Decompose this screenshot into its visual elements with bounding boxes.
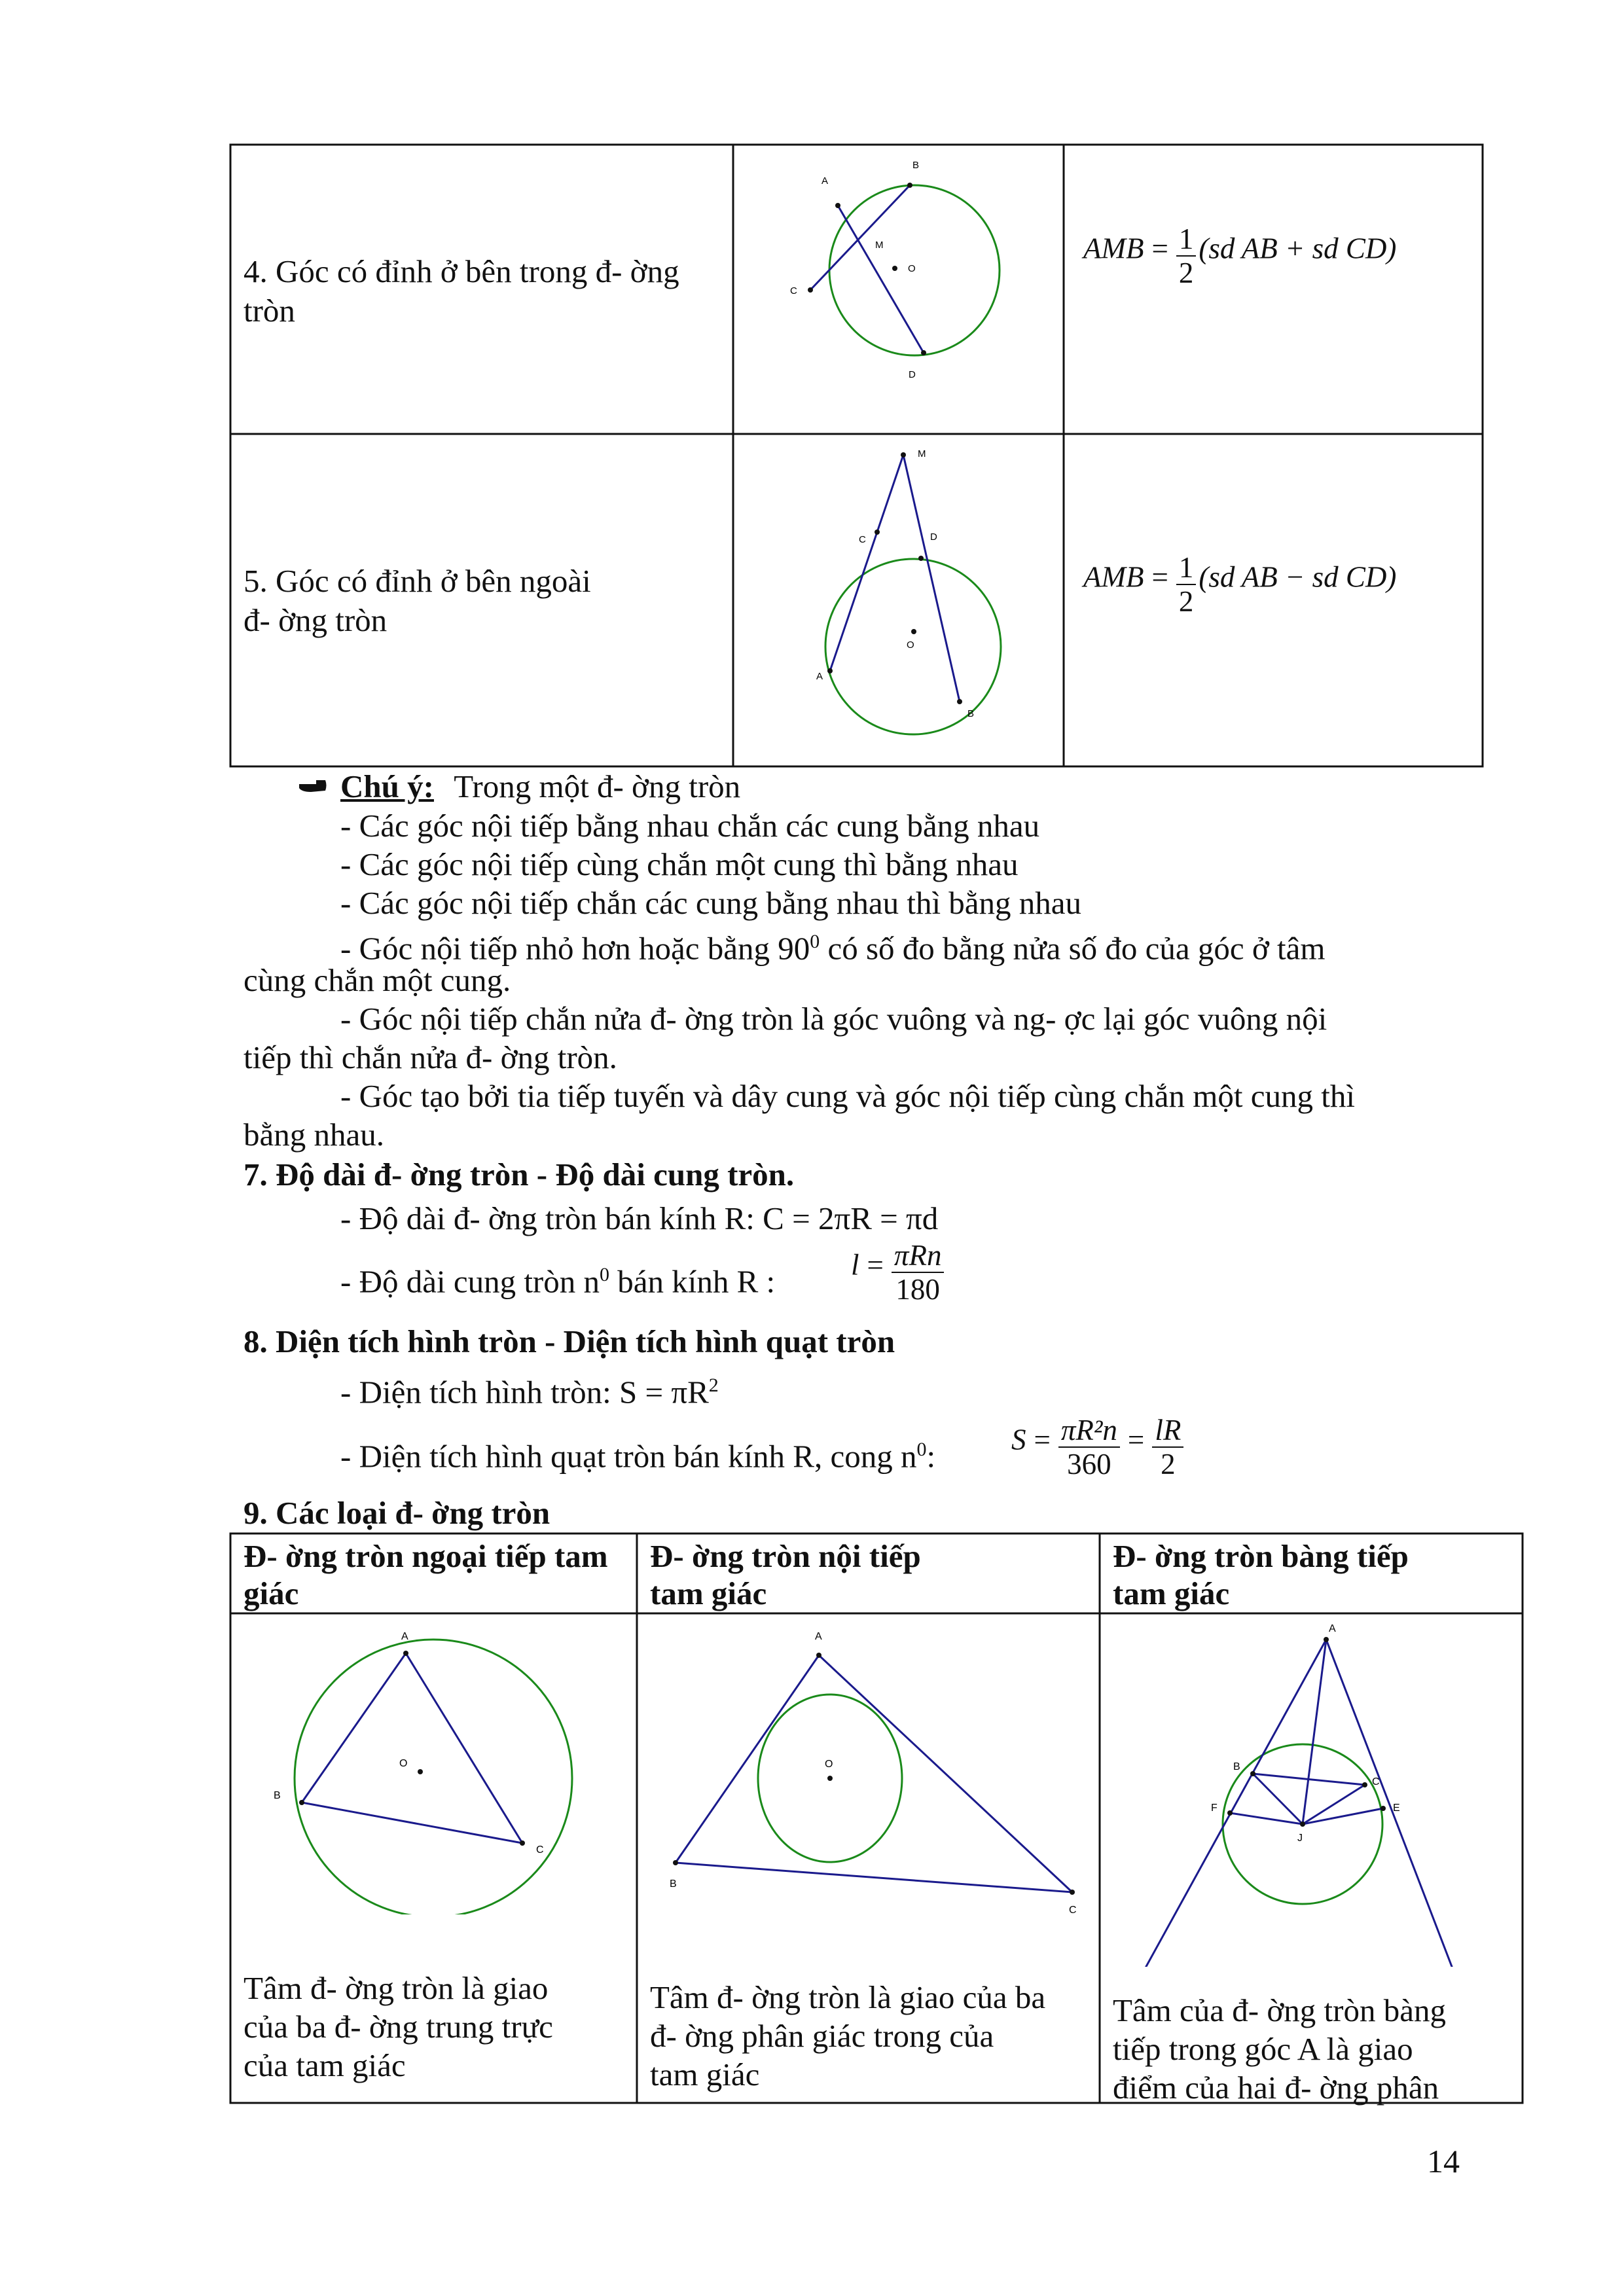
col3-header-line2: tam giác (1113, 1575, 1230, 1611)
section7-line2-sup: 0 (600, 1264, 609, 1285)
col1-label-b: B (274, 1790, 281, 1801)
note-line-4a: - Góc nội tiếp nhỏ hơn hoặc bằng 90 (340, 930, 810, 967)
section8-line2-sup: 0 (916, 1439, 927, 1460)
col2-label-c: C (1069, 1905, 1077, 1914)
section7-line1: - Độ dài đ- ờng tròn bán kính R: C = 2πR = πd (340, 1200, 939, 1236)
row4-label-line1: 4. Góc có đỉnh ở bên trong đ- ờng (244, 253, 679, 289)
row5-label-d: D (930, 531, 937, 543)
section7-formula-lhs: l (851, 1248, 859, 1282)
section7-line2a: - Độ dài cung tròn n (340, 1263, 600, 1300)
col2-label-o: O (825, 1759, 833, 1770)
row4-label-d: D (909, 369, 916, 380)
col1-label-a: A (401, 1631, 408, 1642)
col3-ray-af (1144, 1640, 1326, 1967)
section9-heading: 9. Các loại đ- ờng tròn (244, 1495, 550, 1531)
col1-desc-line1: Tâm đ- ờng tròn là giao (244, 1970, 549, 2006)
col3-label-b: B (1233, 1761, 1240, 1772)
col3-ray-ae (1326, 1640, 1453, 1967)
note-title: Chú ý: (340, 768, 434, 804)
col3-label-e: E (1393, 1803, 1400, 1814)
row4-label-c: C (790, 285, 797, 296)
section8-formula-num2: lR (1152, 1414, 1183, 1448)
row4-formula-lhs: AMB (1083, 232, 1144, 265)
section8-formula-den2: 2 (1161, 1448, 1176, 1480)
note-line-4-cont: cùng chắn một cung. (244, 962, 511, 998)
row5-label-line1: 5. Góc có đỉnh ở bên ngoài (244, 563, 591, 599)
section7-formula-den: 180 (895, 1273, 940, 1306)
note-line-6-cont: bằng nhau. (244, 1117, 384, 1153)
col2-header-line1: Đ- ờng tròn nội tiếp (650, 1538, 921, 1574)
row4-formula-num: 1 (1176, 223, 1197, 257)
col1-label-c: C (536, 1844, 544, 1856)
note-line-2: - Các góc nội tiếp cùng chắn một cung thì bằng nhau (340, 846, 1019, 882)
row4-formula-rhs: (sd AB + sd CD) (1199, 232, 1397, 265)
section8-line2a: - Diện tích hình quạt tròn bán kính R, cong n (340, 1438, 917, 1475)
row4-formula-den: 2 (1178, 257, 1194, 289)
section8-formula-eq2: = (1127, 1423, 1145, 1456)
section8-line2b: : (926, 1438, 936, 1475)
row5-formula-num: 1 (1176, 551, 1197, 585)
row4-label-b: B (912, 160, 920, 171)
section8-line1a: - Diện tích hình tròn: S = πR (340, 1374, 709, 1410)
section8-formula-eq: = (1034, 1423, 1051, 1456)
row5-label-a: A (816, 671, 823, 682)
row5-label-m: M (918, 448, 926, 459)
col2-label-b: B (670, 1878, 677, 1890)
col1-circle (295, 1640, 572, 1914)
note-line-5-cont: tiếp thì chắn nửa đ- ờng tròn. (244, 1039, 617, 1075)
row5-label-c: C (859, 534, 866, 545)
col1-header-line2: giác (244, 1575, 299, 1611)
col2-desc-line3: tam giác (650, 2056, 760, 2092)
section8-formula-den1: 360 (1067, 1448, 1111, 1480)
col1-header-line1: Đ- ờng tròn ngoại tiếp tam (244, 1538, 608, 1574)
row4-label-o: O (908, 263, 916, 274)
section7-heading: 7. Độ dài đ- ờng tròn - Độ dài cung tròn. (244, 1157, 795, 1193)
section8-heading: 8. Diện tích hình tròn - Diện tích hình quạt tròn (244, 1323, 895, 1359)
col2-desc-line2: đ- ờng phân giác trong của (650, 2018, 994, 2054)
note-line-3: - Các góc nội tiếp chắn các cung bằng nhau thì bằng nhau (340, 885, 1082, 921)
col3-header-line1: Đ- ờng tròn bàng tiếp (1113, 1538, 1409, 1574)
col3-label-a: A (1329, 1623, 1336, 1634)
section7-formula-num: πRn (892, 1239, 945, 1273)
col1-desc-line2: của ba đ- ờng trung trực (244, 2009, 553, 2045)
page-number: 14 (1427, 2143, 1460, 2179)
section8-line1-sup: 2 (708, 1374, 719, 1396)
note-line-6: - Góc tạo bởi tia tiếp tuyến và dây cung và góc nội tiếp cùng chắn một cung thì (340, 1078, 1355, 1114)
row4-label-line2: tròn (244, 293, 295, 329)
col3-desc-line3: điểm của hai đ- ờng phân (1113, 2070, 1439, 2106)
row5-formula-lhs: AMB (1083, 560, 1144, 594)
row5-formula-den: 2 (1178, 585, 1194, 618)
row5-label-line2: đ- ờng tròn (244, 602, 388, 638)
note-line-5: - Góc nội tiếp chắn nửa đ- ờng tròn là góc vuông và ng- ợc lại góc vuông nội (340, 1001, 1327, 1037)
col3-desc-line1: Tâm của đ- ờng tròn bàng (1113, 1992, 1446, 2028)
row5-label-b: B (967, 708, 975, 719)
col3-label-c: C (1372, 1776, 1380, 1787)
note-line-4-sup: 0 (810, 931, 820, 952)
col3-diagram (1100, 1613, 1523, 1967)
note-intro: Trong một đ- ờng tròn (454, 768, 741, 804)
row5-formula-rhs: (sd AB − sd CD) (1199, 560, 1397, 594)
section8-formula-lhs: S (1011, 1423, 1026, 1456)
col1-label-o: O (399, 1758, 408, 1769)
col2-diagram (637, 1613, 1100, 1914)
row5-label-o: O (907, 639, 914, 651)
row4-label-m: M (875, 240, 884, 251)
row4-formula-eq: = (1151, 232, 1168, 265)
note-line-1: - Các góc nội tiếp bằng nhau chắn các cung bằng nhau (340, 808, 1040, 844)
section7-formula-eq: = (867, 1248, 884, 1282)
note-line-4b: có số đo bằng nửa số đo của góc ở tâm (820, 930, 1326, 967)
row4-label-a: A (821, 175, 829, 187)
col2-header-line2: tam giác (650, 1575, 767, 1611)
col1-diagram (230, 1613, 637, 1914)
col2-label-a: A (815, 1631, 822, 1642)
col1-desc-line3: của tam giác (244, 2047, 406, 2083)
row5-formula-eq: = (1151, 560, 1168, 594)
col3-label-j: J (1297, 1833, 1303, 1844)
col3-desc-line2: tiếp trong góc A là giao (1113, 2031, 1413, 2067)
section8-formula-num1: πR²n (1058, 1414, 1120, 1448)
col3-line-aj (1303, 1640, 1326, 1824)
section7-line2b: bán kính R : (609, 1263, 776, 1300)
col2-desc-line1: Tâm đ- ờng tròn là giao của ba (650, 1979, 1046, 2015)
col3-label-f: F (1211, 1803, 1218, 1814)
col2-triangle (676, 1655, 1072, 1892)
